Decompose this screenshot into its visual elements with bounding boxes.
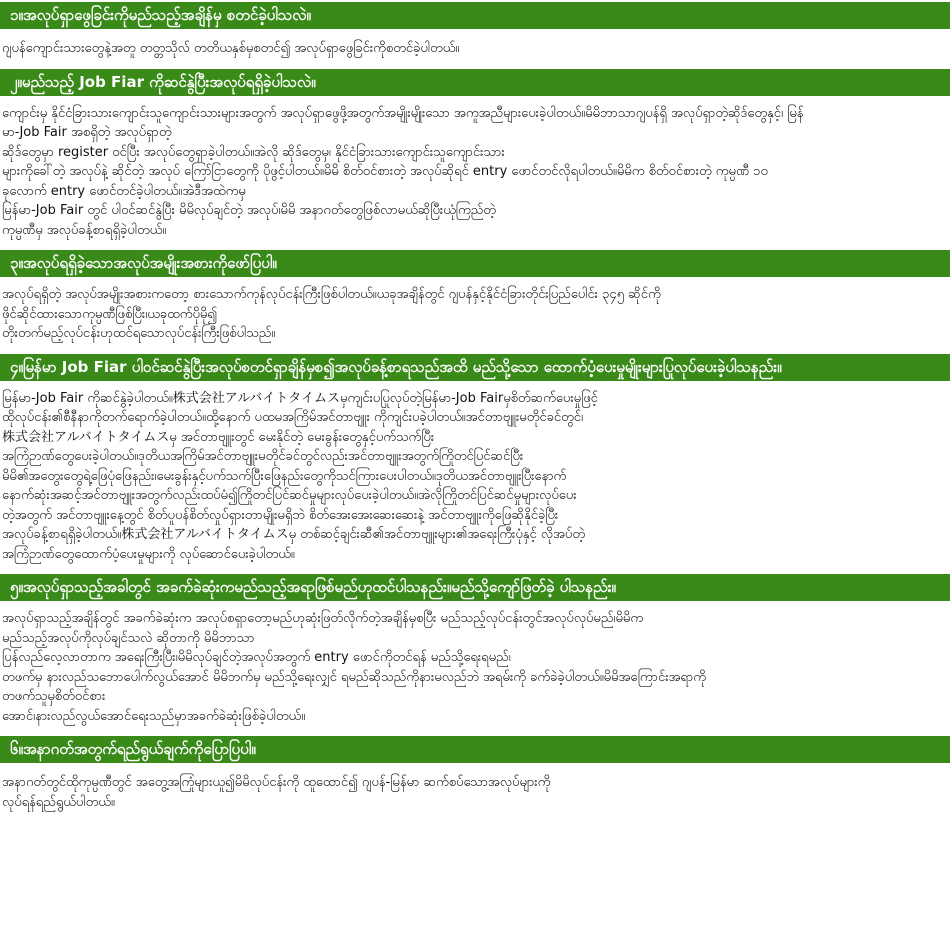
body-line: မိမိ၏အတွေးတွေရဲ့ဖြေပုံဖြေနည်း၊မေးခွန်းနှင့်ပက်သက်ပြီးဖြေနည်းတွေကိုသင်ကြားပေးပါတယ်။ဒုတိယအင်တာဗျူးပြီးနောက် xyxy=(2,468,567,484)
section-header: ၆။အနာဂတ်အတွက်ရည်ရွယ်ချက်ကိုပြောပြပါ။ xyxy=(0,736,950,763)
section-body xyxy=(0,29,950,69)
body-line: မြန်မာ-Job Fair ကိုဆင်နွဲခဲ့ပါတယ်။株式会社アルバイトタイムスမှကျင်းပပြုလုပ်တဲ့မြန်မာ-Job Fairမှစိတ်ဆက်ပေးမှုဖြင့် xyxy=(2,390,598,406)
section-support xyxy=(0,354,950,575)
body-line: အလုပ်ရရှိတဲ့ အလုပ်အမျိုးအစားကတော့ စားသောက်ကုန်လုပ်ငန်းကြီးဖြစ်ပါတယ်။ယခုအချိန်တွင် ဂျပန်နှင့်နိုင်ငံခြားတိုင်းပြည်ပေါင်း ၃၄၅ ဆိုင်ကို xyxy=(2,287,661,302)
body-line: အနာဂတ်တွင်ထိုကုမ္ပဏီတွင် အတွေ့အကြုံများယူ၍မိမိလုပ်ငန်းကို ထူထောင်၍ ဂျပန်-မြန်မာ ဆက်စပ်သောအလုပ်များကို xyxy=(2,775,551,790)
body-line: ပြန်လည်လေ့လာတာက အရေးကြီးပြီး၊မိမိလုပ်ချင်တဲ့အလုပ်အတွက် entry ဖောင်ကိုတင်ရန် မည်သို့ရေးရမည်၊ xyxy=(2,650,511,665)
body-line: အကြံဉာဏ်တွေပေးခဲ့ပါတယ်။ဒုတိယအကြိမ်အင်တာဗျူးမတိုင်ခင်တွင်လည်းအင်တာဗျူးအတွက်ကြိုတင်ပြင်ဆင်ပြီး xyxy=(2,449,524,464)
body-line: ထိုလုပ်ငန်း၏စီနီနာကိုတက်ရောက်ခဲ့ပါတယ်။ထို့နောက် ပထမအကြိမ်အင်တာဗျူး ကိုကျင်းပခဲ့ပါတယ်။အင်တာဗျူးမတိုင်ခင်တွင်၊ xyxy=(2,410,584,425)
body-line: လုပ်ရန်ရည်ရွယ်ပါတယ်။ xyxy=(2,794,115,810)
body-line: နောက်ဆုံးအဆင့်အင်တာဗျူးအတွက်လည်းထပ်မံ၍ကြိုတင်ပြင်ဆင်မှုများလုပ်ပေးခဲ့ပါတယ်။အဲလိုကြိုတင်ပြင်ဆင်မှုများလုပ်ပေး xyxy=(2,488,577,503)
section-job-fair xyxy=(0,69,950,251)
section-body xyxy=(0,763,950,820)
body-line: အလုပ်ခန့်စာရရှိခဲ့ပါတယ်။株式会社アルバイトタイムスမှ တစ်ဆင့်ချင်းဆီ၏အင်တာဗျူးများ၏အရေးကြီးပုံနှင့် လိုအပ်တဲ့ xyxy=(2,527,586,542)
body-line: တိုးတက်မည့်လုပ်ငန်းဟုထင်ရသောလုပ်ငန်းကြီးဖြစ်ပါသည်။ xyxy=(2,326,276,341)
body-line: ဖိုင်ဆိုင်ထားသောကုမ္ပဏီဖြစ်ပြီး၊ယခုထက်ပိုမို၍ xyxy=(2,306,218,322)
body-line: အောင်၊နားလည်လွယ်အောင်ရေးသည်မှာအခက်ခဲဆုံးဖြစ်ခဲ့ပါတယ်။ xyxy=(2,708,306,724)
section-body xyxy=(0,601,950,736)
body-line: မာ-Job Fair အစရှိတဲ့ အလုပ်ရှာတဲ့ xyxy=(2,125,172,140)
body-line: များကိုခေါ်တဲ့ အလုပ်နဲ့ ဆိုင်တဲ့ အလုပ် ကြော်ငြာတွေကို ပိုဖွင့်ပါတယ်။မိမိ စိတ်ဝင်စားတဲ့ အလုပ်ဆိုရင် entry ဖောင်တင်လိုရပါတယ်။မိမိက စိတ်ဝင်စားတဲ့ ကုမ္ပဏီ ၁၀ xyxy=(2,164,768,179)
body-line: တဖက်မှ နားလည်သဘောပေါက်လွယ်အောင် မိမိဘက်မှ မည်သို့ရေးလျှင် ရမည်ဆိုသည်ကိုနားမလည်ဘဲ အရမ်းကို ခက်ခဲခဲ့ပါတယ်။မိမိအကြောင်းအရာကို xyxy=(2,669,706,685)
section-difficulty xyxy=(0,574,950,736)
body-line: ကုမ္ပဏီမှ အလုပ်ခန့်စာရရှိခဲ့ပါတယ်။ xyxy=(2,222,167,238)
body-line: မြန်မာ-Job Fair တွင် ပါဝင်ဆင်နွဲပြီး မိမိလုပ်ချင်တဲ့ အလုပ်၊မိမိ အနာဂတ်တွေဖြစ်လာမယ်ဆိုပြီးယုံကြည်တဲ့ xyxy=(2,203,496,218)
section-header: ၅။အလုပ်ရှာသည့်အခါတွင် အခက်ခဲဆုံးကမည်သည့်အရာဖြစ်မည်ဟုထင်ပါသနည်း။မည်သို့ကျော်ဖြတ်ခဲ့ ပါသနည်း။ xyxy=(0,574,950,601)
body-line: ခုလောက် entry ဖောင်တင်ခဲ့ပါတယ်။အဲဒီအထဲကမှ xyxy=(2,183,246,199)
section-header: ၂။မည်သည့် Job Fiar ကိုဆင်နွဲပြီးအလုပ်ရရှိခဲ့ပါသလဲ။ xyxy=(0,69,950,96)
body-line: အလုပ်ရှာသည့်အချိန်တွင် အခက်ခဲဆုံးက အလုပ်စရှာတော့မည်ဟုဆုံးဖြတ်လိုက်တဲ့အချိန်မှစပြီး မည်သည့်လုပ်ငန်းတွင်အလုပ်လုပ်မည်၊မိမိက xyxy=(2,611,644,626)
section-header: ၃။အလုပ်ရရှိခဲ့သောအလုပ်အမျိုးအစားကိုဖော်ပြပါ။ xyxy=(0,250,950,277)
page xyxy=(0,2,950,820)
section-header: ၄။မြန်မာ Job Fiar ပါဝင်ဆင်နွဲပြီးအလုပ်စတင်ရှာချိန်မှစ၍အလုပ်ခန့်စာရသည်အထိ မည်သို့သော ထောက်ပံ့ပေးမှုမျိုးများပြုလုပ်ပေးခဲ့ပါသနည်း။ xyxy=(0,354,950,381)
section-body xyxy=(0,381,950,575)
body-line: မည်သည့်အလုပ်ကိုလုပ်ချင်သလဲ ဆိုတာကို မိမိဘာသာ xyxy=(2,630,255,646)
section-future-goal xyxy=(0,736,950,820)
section-body xyxy=(0,277,950,354)
section-job-search-start xyxy=(0,2,950,69)
body-line: တဲ့အတွက် အင်တာဗျူးနေ့တွင် စိတ်ပူပန်စိတ်လှုပ်ရှားတာမျိုးမရှိဘဲ စိတ်အေးအေးဆေးဆေးနဲ့ အင်တာဗျူးကိုဖြေဆိုနိုင်ခဲ့ပြီး xyxy=(2,507,559,523)
section-body xyxy=(0,96,950,251)
body-line: ကျောင်းမှ နိုင်ငံခြားသားကျောင်းသူကျောင်းသားများအတွက် အလုပ်ရှာဖွေဖို့အတွက်အမျိုးမျိုးသော အကူအညီများပေးခဲ့ပါတယ်။မိမိဘာသာဂျပန်ရှိ အလုပ်ရှာတဲ့ဆိုဒ်တွေနှင့်၊ မြန် xyxy=(2,105,804,121)
body-line: တဖက်သူမှစိတ်ဝင်စား xyxy=(2,689,106,704)
section-job-type xyxy=(0,250,950,354)
body-line: အကြံဉာဏ်တွေထောက်ပံ့ပေးမှုများကို လုပ်ဆောင်ပေးခဲ့ပါတယ်။ xyxy=(2,546,295,562)
section-header: ၁။အလုပ်ရှာဖွေခြင်းကိုမည်သည့်အချိန်မှ စတင်ခဲ့ပါသလဲ။ xyxy=(0,2,950,29)
body-line: ဆိုဒ်တွေမှာ register ဝင်ပြီး အလုပ်တွေရှာခဲ့ပါတယ်။အဲလို ဆိုဒ်တွေမှ၊ နိုင်ငံခြားသားကျောင်းသူကျောင်းသား xyxy=(2,144,505,160)
body-line: 株式会社アルバイトタイムスမှ အင်တာဗျူးတွင် မေးနိုင်တဲ့ မေးခွန်းတွေနှင့်ပက်သက်ပြီး xyxy=(2,429,435,445)
body-line: ဂျပန်ကျောင်းသားတွေနဲ့အတူ တတ္တသိုလ် တတိယနှစ်မှစတင်၍ အလုပ်ရှာဖွေခြင်းကိုစတင်ခဲ့ပါတယ်။ xyxy=(2,41,460,56)
